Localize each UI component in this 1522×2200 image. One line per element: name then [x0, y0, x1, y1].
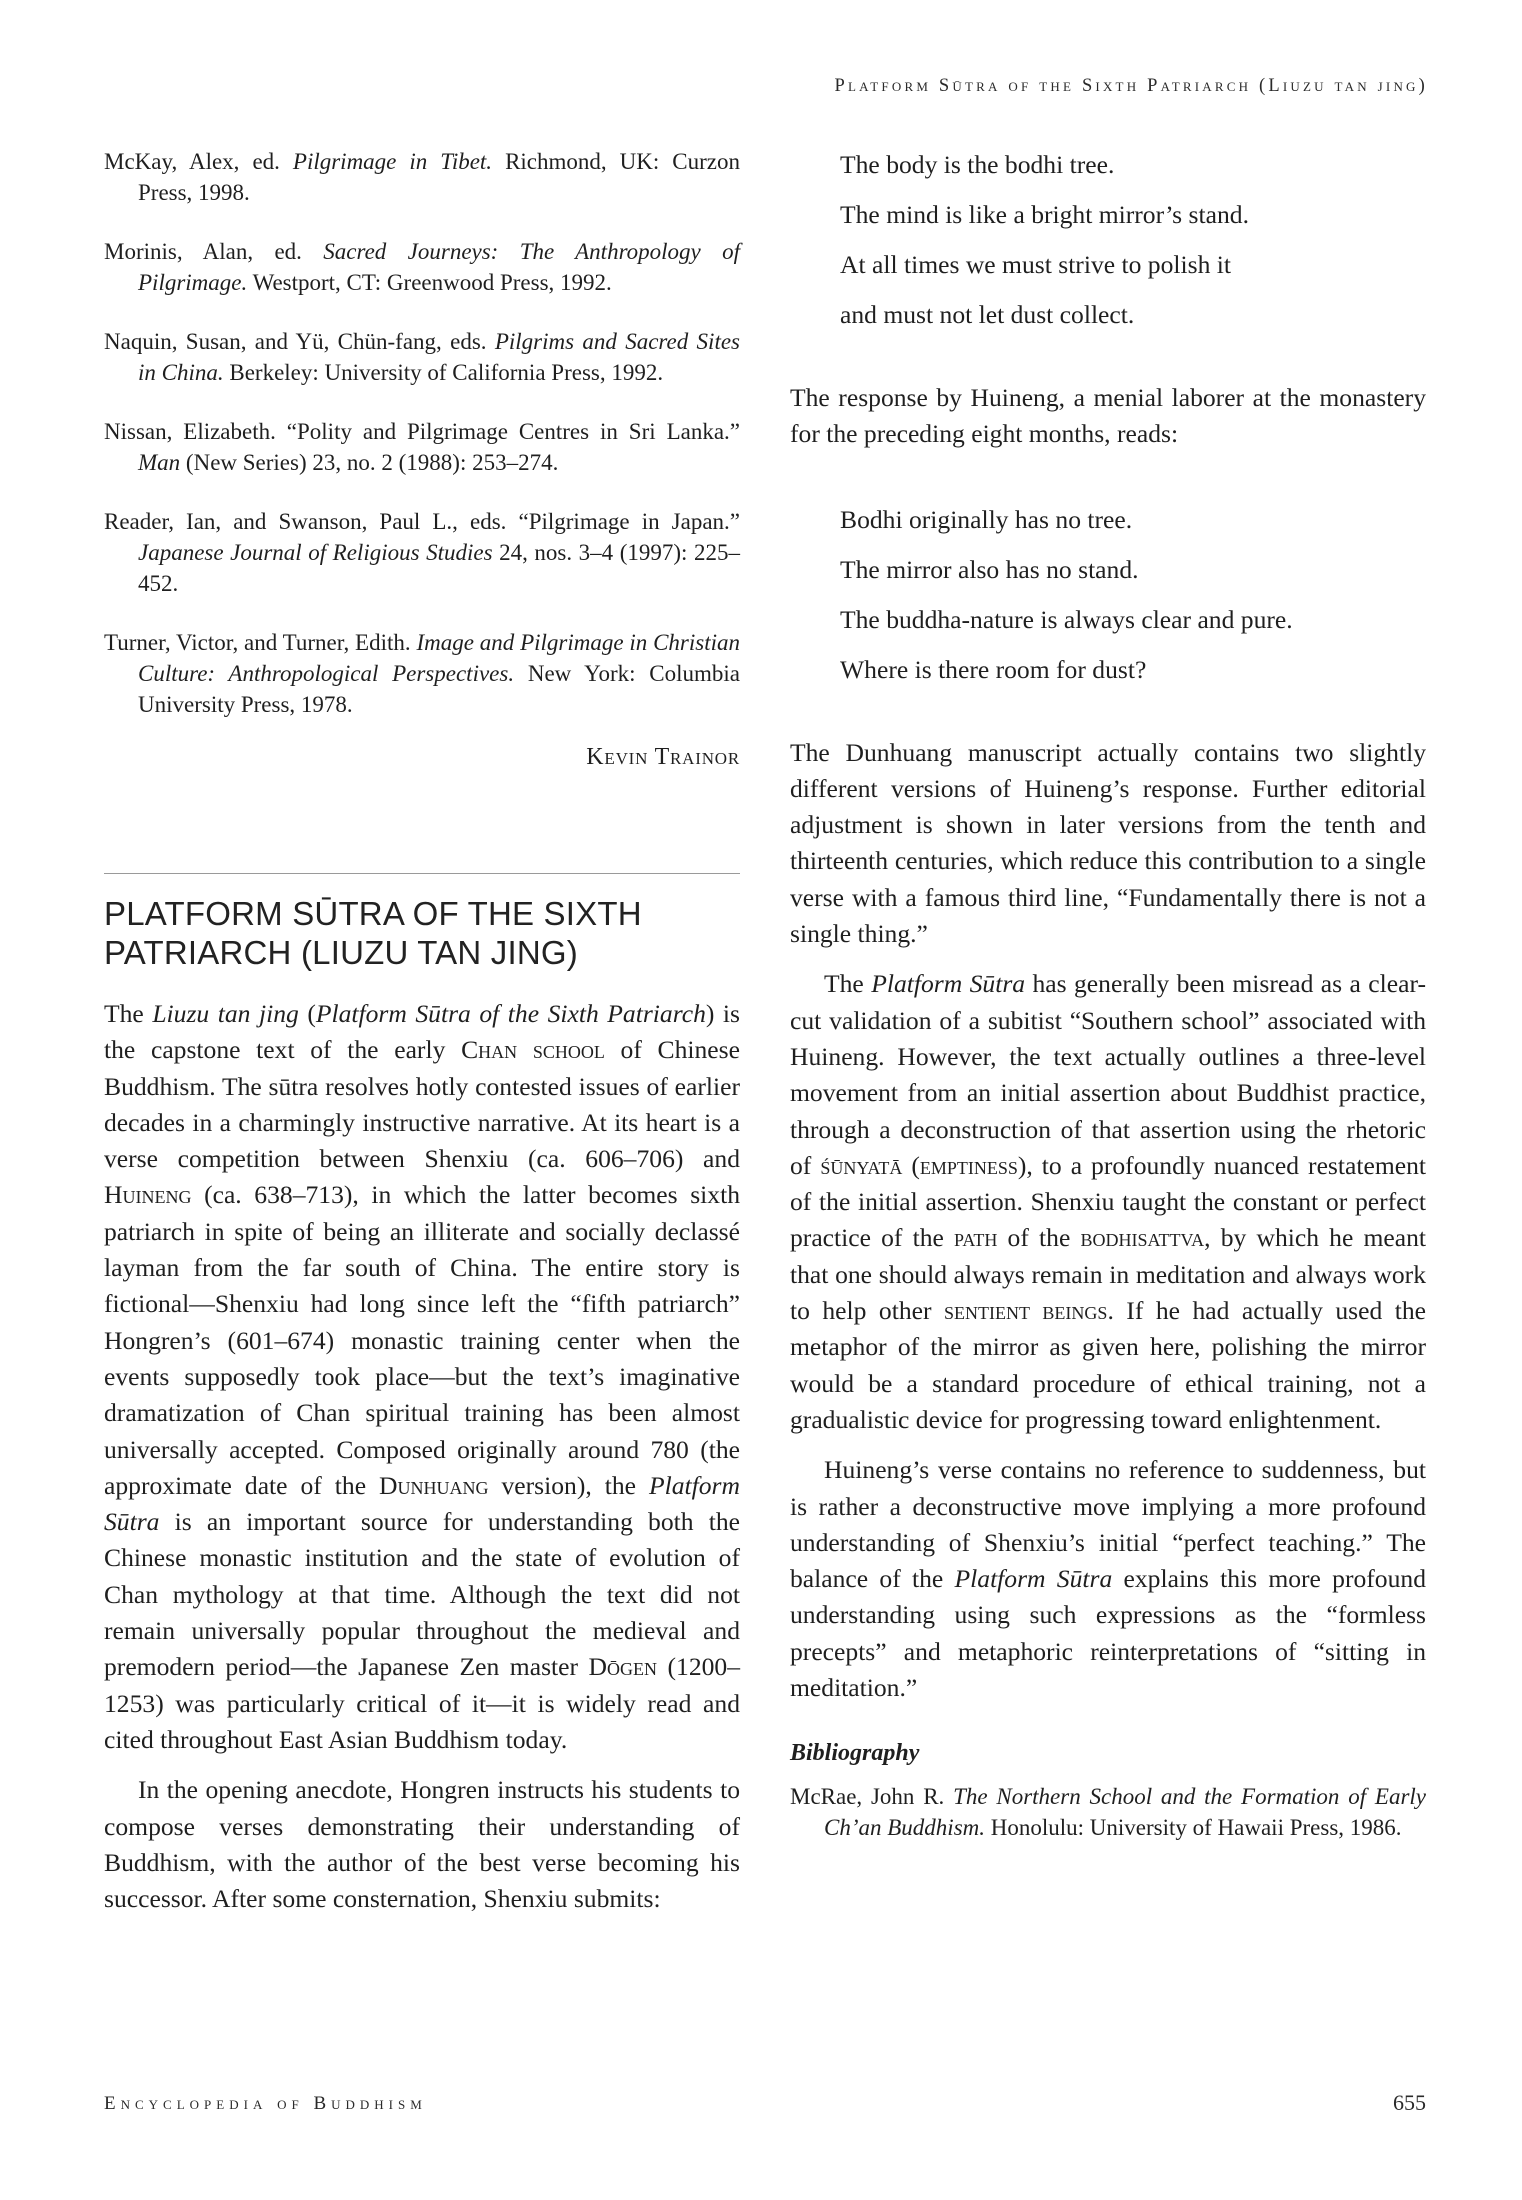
- verse-line: The mind is like a bright mirror’s stand.: [840, 200, 1249, 229]
- cross-reference-link[interactable]: Huineng: [104, 1180, 192, 1210]
- body-paragraph: The response by Huineng, a menial laborer at the monastery for the preceding eight months, reads:: [790, 383, 1426, 449]
- bibliography-entry: Reader, Ian, and Swanson, Paul L., eds. “Pilgrimage in Japan.” Japanese Journal of Religious Studies 24, nos. 3–4 (1997): 225–452.: [104, 509, 740, 596]
- author-signature: Kevin Trainor: [586, 744, 740, 770]
- section-divider: [104, 873, 740, 874]
- verse-shenxiu: [790, 140, 1426, 340]
- cross-reference-link[interactable]: śūnyatā (emptiness): [820, 1150, 1027, 1180]
- bibliography-entry: Naquin, Susan, and Yü, Chün-fang, eds. Pilgrims and Sacred Sites in China. Berkeley: University of California Press, 1992.: [104, 329, 740, 385]
- running-head: Platform Sūtra of the Sixth Patriarch (Liuzu tan jing): [834, 76, 1428, 96]
- bibliography-entry: Morinis, Alan, ed. Sacred Journeys: The Anthropology of Pilgrimage. Westport, CT: Greenwood Press, 1992.: [104, 239, 740, 295]
- cross-reference-link[interactable]: Dunhuang: [379, 1470, 489, 1500]
- entry-title: PLATFORM SŪTRA OF THE SIXTH PATRIARCH (LIUZU TAN JING): [104, 895, 642, 971]
- cross-reference-link[interactable]: Chan school: [461, 1035, 605, 1065]
- bibliography-heading: Bibliography: [790, 1740, 920, 1767]
- footer-publication: Encyclopedia of Buddhism: [104, 2093, 427, 2114]
- verse-line: Bodhi originally has no tree.: [840, 504, 1133, 534]
- cross-reference-link[interactable]: sentient beings: [943, 1296, 1108, 1326]
- cross-reference-link[interactable]: bodhisattva: [1080, 1223, 1205, 1253]
- bibliography-list: [104, 146, 740, 720]
- verse-huineng: [790, 495, 1426, 695]
- bibliography-entry: Nissan, Elizabeth. “Polity and Pilgrimage Centres in Sri Lanka.” Man (New Series) 23, no. 2 (1988): 253–274.: [104, 419, 740, 475]
- body-paragraph: The Platform Sūtra has generally been misread as a clear-cut validation of a subitist “Southern school” associated with Huineng. However, the text actually outlines a three-level movement from an initial assertion about Buddhist practice, through a deconstruction of that assertion using the rhetoric of śūnyatā (emptiness), to a profoundly nuanced restatement of the initial assertion. Shenxiu taught the constant or perfect practice of the path of the bodhisattva, by which he meant that one should always remain in meditation and always work to help other sentient beings. If he had actually used the metaphor of the mirror as given here, polishing the mirror would be a standard procedure of ethical training, not a gradualistic device for progressing toward enlightenment.: [790, 969, 1427, 1434]
- bibliography-entry: McKay, Alex, ed. Pilgrimage in Tibet. Richmond, UK: Curzon Press, 1998.: [104, 149, 740, 205]
- body-paragraph: The Liuzu tan jing (Platform Sūtra of the Sixth Patriarch) is the capstone text of the early Chan school of Chinese Buddhism. The sūtra resolves hotly contested issues of earlier decades in a charmingly instructive narrative. At its heart is a verse competition between Shenxiu (ca. 606–706) and Huineng (ca. 638–713), in which the latter becomes sixth patriarch in spite of being an illiterate and socially declassé layman from the far south of China. The entire story is fictional—Shenxiu had long since left the “fifth patriarch” Hongren’s (601–674) monastic training center when the events supposedly took place—but the text’s imaginative dramatization of Chan spiritual training has been almost universally accepted. Composed originally around 780 (the approximate date of the Dunhuang version), the Platform Sūtra is an important source for understanding both the Chinese monastic institution and the state of evolution of Chan mythology at that time. Although the text did not remain universally popular throughout the medieval and premodern period—the Japanese Zen master Dōgen (1200–1253) was particularly critical of it—it is widely read and cited throughout East Asian Buddhism today.: [104, 999, 741, 1754]
- left-column: [104, 146, 740, 1917]
- right-body: [790, 735, 1426, 1707]
- bibliography-entry: Turner, Victor, and Turner, Edith. Image and Pilgrimage in Christian Culture: Anthropological Perspectives. New York: Columbia University Press, 1978.: [104, 630, 740, 717]
- verse-line: The mirror also has no stand.: [840, 554, 1139, 584]
- verse-line: Where is there room for dust?: [840, 654, 1147, 684]
- body-paragraph: Huineng’s verse contains no reference to suddenness, but is rather a deconstructive move implying a more profound understanding of Shenxiu’s initial “perfect teaching.” The balance of the Platform Sūtra explains this more profound understanding using such expressions as the “formless precepts” and metaphoric reinterpretations of “sitting in meditation.”: [790, 1455, 1426, 1703]
- body-paragraph: In the opening anecdote, Hongren instructs his students to compose verses demonstrating their understanding of Buddhism, with the author of the best verse becoming his successor. After some consternation, Shenxiu submits:: [104, 1775, 740, 1914]
- cross-reference-link[interactable]: path: [954, 1223, 998, 1253]
- cross-reference-link[interactable]: Dōgen: [588, 1652, 658, 1682]
- verse-line: The body is the bodhi tree.: [840, 150, 1115, 179]
- verse-line: The buddha-nature is always clear and pure.: [840, 604, 1293, 634]
- bibliography-entry: McRae, John R. The Northern School and the Formation of Early Ch’an Buddhism. Honolulu: University of Hawaii Press, 1986.: [790, 1784, 1426, 1841]
- page-number: 655: [1393, 2090, 1426, 2115]
- body-paragraph: The Dunhuang manuscript actually contains two slightly different versions of Huineng’s response. Further editorial adjustment is shown in later versions from the tenth and thirteenth centuries, which reduce this contribution to a single verse with a famous third line, “Fundamentally there is not a single thing.”: [790, 737, 1426, 949]
- verse-line: and must not let dust collect.: [840, 300, 1135, 329]
- verse-line: At all times we must strive to polish it: [840, 250, 1231, 279]
- right-column: [790, 146, 1426, 1843]
- right-body: [790, 380, 1426, 453]
